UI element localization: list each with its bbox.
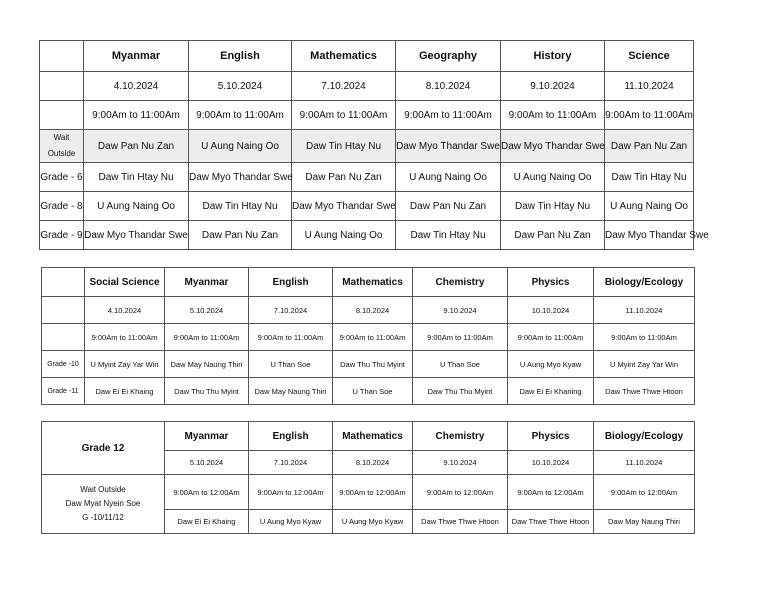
subject-header: Mathematics	[333, 422, 413, 451]
corner-cell	[40, 41, 84, 72]
subject-header: Chemistry	[413, 268, 508, 297]
subject-header-row	[42, 422, 695, 451]
time-row	[42, 475, 695, 510]
invigilator-cell: Daw Tin Htay Nu	[292, 130, 396, 163]
subject-header: Myanmar	[165, 422, 249, 451]
date-cell: 4.10.2024	[84, 72, 189, 101]
subject-header: Myanmar	[165, 268, 249, 297]
time-cell: 9:00Am to 11:00Am	[249, 324, 333, 351]
subject-header: English	[249, 268, 333, 297]
invigilator-cell: Daw Myo Thandar Swe	[605, 221, 694, 250]
corner-cell	[42, 297, 85, 324]
wait-outside-label: Wait Outside	[80, 485, 126, 494]
time-cell: 9:00Am to 11:00Am	[189, 101, 292, 130]
time-cell: 9:00Am to 11:00Am	[501, 101, 605, 130]
invigilator-cell: U Aung Naing Oo	[605, 192, 694, 221]
row-label: Grade - 6	[40, 163, 84, 192]
subject-header: Physics	[508, 422, 594, 451]
grade-row	[40, 192, 694, 221]
time-row	[40, 101, 694, 130]
invigilator-cell: U Aung Myo Kyaw	[333, 510, 413, 534]
time-cell: 9:00Am to 11:00Am	[413, 324, 508, 351]
invigilator-cell: Daw Ei Ei Khaing	[165, 510, 249, 534]
invigilator-cell: Daw May Naung Thiri	[594, 510, 695, 534]
invigilator-cell: Daw Pan Nu Zan	[84, 130, 189, 163]
subject-header: History	[501, 41, 605, 72]
subject-header-row	[42, 268, 695, 297]
invigilator-cell: Daw Pan Nu Zan	[189, 221, 292, 250]
grade-row	[40, 163, 694, 192]
subject-header: Social Science	[85, 268, 165, 297]
invigilator-cell: Daw Myo Thandar Swe	[292, 192, 396, 221]
date-cell: 11.10.2024	[594, 297, 695, 324]
date-cell: 8.10.2024	[396, 72, 501, 101]
corner-cell	[42, 324, 85, 351]
grade-12-title: Grade 12	[42, 422, 165, 475]
subject-header: Mathematics	[292, 41, 396, 72]
invigilator-cell: U Aung Naing Oo	[292, 221, 396, 250]
invigilator-cell: Daw Myo Thandar Swe	[189, 163, 292, 192]
time-cell: 9:00Am to 12:00Am	[508, 475, 594, 510]
wait-outside-name: Daw Myat Nyein Soe	[65, 499, 141, 508]
invigilator-cell: Daw Thwe Thwe Htoon	[413, 510, 508, 534]
wait-outside-block	[42, 475, 165, 534]
wait-outside-row	[40, 130, 694, 163]
time-cell: 9:00Am to 12:00Am	[333, 475, 413, 510]
grade-row	[42, 378, 695, 405]
date-cell: 4.10.2024	[85, 297, 165, 324]
date-cell: 8.10.2024	[333, 297, 413, 324]
date-cell: 9.10.2024	[413, 297, 508, 324]
invigilator-cell: U Aung Naing Oo	[396, 163, 501, 192]
date-cell: 7.10.2024	[292, 72, 396, 101]
invigilator-cell: Daw Myo Thandar Swe	[501, 130, 605, 163]
date-row	[42, 297, 695, 324]
subject-header: Physics	[508, 268, 594, 297]
subject-header: English	[249, 422, 333, 451]
date-cell: 9.10.2024	[413, 451, 508, 475]
date-cell: 10.10.2024	[508, 297, 594, 324]
invigilator-cell: Daw Tin Htay Nu	[84, 163, 189, 192]
invigilator-cell: U Myint Zay Yar Win	[85, 351, 165, 378]
invigilator-cell: Daw Ei Ei Khaing	[85, 378, 165, 405]
invigilator-cell: Daw May Naung Thiri	[249, 378, 333, 405]
time-cell: 9:00Am to 11:00Am	[165, 324, 249, 351]
invigilator-cell: Daw Thwe Thwe Htoon	[594, 378, 695, 405]
subject-header: English	[189, 41, 292, 72]
invigilator-cell: U Than Soe	[249, 351, 333, 378]
subject-header: Science	[605, 41, 694, 72]
corner-cell	[40, 72, 84, 101]
exam-schedule-table-grade-12	[41, 421, 695, 534]
invigilator-cell: U Aung Myo Kyaw	[249, 510, 333, 534]
subject-header: Mathematics	[333, 268, 413, 297]
time-cell: 9:00Am to 11:00Am	[508, 324, 594, 351]
time-cell: 9:00Am to 12:00Am	[594, 475, 695, 510]
group-label: G -10/11/12	[82, 513, 124, 522]
invigilator-cell: U Than Soe	[333, 378, 413, 405]
invigilator-cell: U Aung Myo Kyaw	[508, 351, 594, 378]
grade-row	[42, 351, 695, 378]
row-label: Wait Outside	[40, 130, 84, 163]
date-cell: 11.10.2024	[605, 72, 694, 101]
invigilator-cell: U Than Soe	[413, 351, 508, 378]
invigilator-cell: Daw Myo Thandar Swe	[396, 130, 501, 163]
date-cell: 5.10.2024	[165, 297, 249, 324]
invigilator-cell: Daw Myo Thandar Swe	[84, 221, 189, 250]
invigilator-cell: Daw Tin Htay Nu	[501, 192, 605, 221]
invigilator-cell: U Myint Zay Yar Win	[594, 351, 695, 378]
time-cell: 9:00Am to 11:00Am	[292, 101, 396, 130]
subject-header: Biology/Ecology	[594, 268, 695, 297]
invigilator-cell: U Aung Naing Oo	[189, 130, 292, 163]
date-cell: 9.10.2024	[501, 72, 605, 101]
invigilator-cell: Daw Tin Htay Nu	[605, 163, 694, 192]
time-cell: 9:00Am to 11:00Am	[333, 324, 413, 351]
date-cell: 7.10.2024	[249, 297, 333, 324]
invigilator-cell: Daw Pan Nu Zan	[292, 163, 396, 192]
invigilator-cell: Daw Tin Htay Nu	[189, 192, 292, 221]
subject-header: Myanmar	[84, 41, 189, 72]
exam-schedule-table-1	[39, 40, 709, 250]
time-cell: 9:00Am to 12:00Am	[249, 475, 333, 510]
subject-header: Geography	[396, 41, 501, 72]
row-label: Grade - 8	[40, 192, 84, 221]
exam-schedule-table-2	[41, 267, 695, 405]
row-label: Grade -10	[42, 351, 85, 378]
invigilator-cell: U Aung Naing Oo	[84, 192, 189, 221]
date-cell: 11.10.2024	[594, 451, 695, 475]
invigilator-cell: Daw Pan Nu Zan	[501, 221, 605, 250]
invigilator-cell: Daw Ei Ei Khaning	[508, 378, 594, 405]
invigilator-cell: Daw Thwe Thwe Htoon	[508, 510, 594, 534]
time-cell: 9:00Am to 12:00Am	[165, 475, 249, 510]
time-cell: 9:00Am to 11:00Am	[605, 101, 694, 130]
invigilator-cell: Daw May Naung Thiri	[165, 351, 249, 378]
row-label: Grade - 9	[40, 221, 84, 250]
invigilator-cell: Daw Thu Thu Myint	[165, 378, 249, 405]
time-cell: 9:00Am to 11:00Am	[85, 324, 165, 351]
date-cell: 10.10.2024	[508, 451, 594, 475]
date-cell: 5.10.2024	[165, 451, 249, 475]
time-cell: 9:00Am to 11:00Am	[396, 101, 501, 130]
date-cell: 7.10.2024	[249, 451, 333, 475]
subject-header: Biology/Ecology	[594, 422, 695, 451]
date-row	[40, 72, 694, 101]
time-cell: 9:00Am to 11:00Am	[594, 324, 695, 351]
invigilator-cell: Daw Thu Thu Myint	[413, 378, 508, 405]
invigilator-cell: Daw Thu Thu Myint	[333, 351, 413, 378]
invigilator-cell: U Aung Naing Oo	[501, 163, 605, 192]
date-cell: 8.10.2024	[333, 451, 413, 475]
invigilator-cell: Daw Pan Nu Zan	[396, 192, 501, 221]
invigilator-cell: Daw Pan Nu Zan	[605, 130, 694, 163]
grade-row	[40, 221, 694, 250]
date-cell: 5.10.2024	[189, 72, 292, 101]
time-cell: 9:00Am to 11:00Am	[84, 101, 189, 130]
corner-cell	[40, 101, 84, 130]
time-row	[42, 324, 695, 351]
invigilator-cell: Daw Tin Htay Nu	[396, 221, 501, 250]
row-label: Grade -11	[42, 378, 85, 405]
corner-cell	[42, 268, 85, 297]
time-cell: 9:00Am to 12:00Am	[413, 475, 508, 510]
subject-header-row	[40, 41, 694, 72]
subject-header: Chemistry	[413, 422, 508, 451]
